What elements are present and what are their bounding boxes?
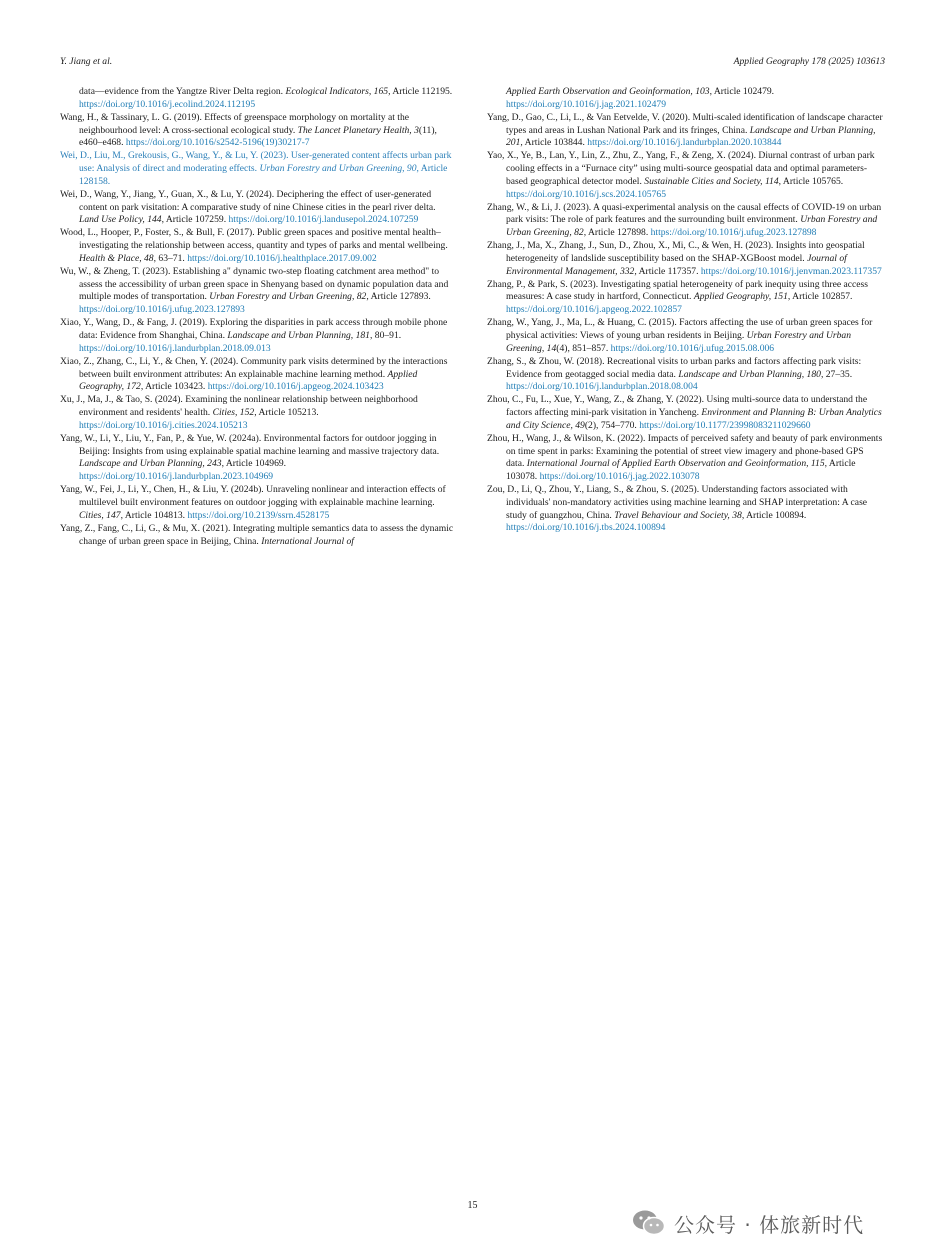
journal-title: Travel Behaviour and Society, 38 <box>614 509 742 521</box>
reference-text: , 63–71. <box>153 252 188 264</box>
doi-link[interactable]: https://doi.org/10.1016/j.apgeog.2022.102857 <box>506 304 682 316</box>
doi-link[interactable]: https://doi.org/10.1016/j.ufug.2023.127893 <box>79 304 245 316</box>
journal-title: Landscape and Urban Planning, 181 <box>227 330 370 342</box>
doi-link[interactable]: https://doi.org/10.1016/j.landurbplan.2023.104969 <box>79 471 274 483</box>
reference-entry <box>487 433 884 484</box>
doi-link[interactable]: https://doi.org/10.1177/23998083211029660 <box>639 419 811 431</box>
reference-text: Zhang, W., Yang, J., Ma, L., & Huang, C. (2015). Factors affecting the use of urban green spaces for physical activities: Views of young urban residents in Beijing. <box>487 317 873 342</box>
doi-link[interactable]: https://doi.org/10.1016/j.landurbplan.2018.08.004 <box>506 381 698 393</box>
reference-text: , Article 127893. <box>366 291 431 303</box>
reference-text: , Article 103423. <box>140 381 208 393</box>
doi-link[interactable]: https://doi.org/10.1016/s2542-5196(19)30217-7 <box>125 137 310 149</box>
journal-title: Environment and Planning B: Urban Analytics and City Science, 49 <box>506 407 882 431</box>
journal-title: Urban Forestry and Urban Greening, 14 <box>506 330 852 354</box>
wechat-icon <box>632 1209 666 1237</box>
reference-text: Xiao, Z., Zhang, C., Li, Y., & Chen, Y. (2024). Community park visits determined by the interactions between built environment attributes: An explainable machine learning method. <box>60 355 448 380</box>
reference-text: , Article 100894. <box>741 509 807 521</box>
page-number: 15 <box>467 1200 478 1211</box>
doi-link[interactable]: https://doi.org/10.1016/j.apgeog.2024.103423 <box>207 381 384 393</box>
references-left-column <box>60 86 457 549</box>
reference-entry <box>487 394 884 432</box>
reference-text: Xiao, Y., Wang, D., & Fang, J. (2019). Exploring the disparities in park access through mobile phone data: Evidence from Shanghai, China. <box>60 317 448 342</box>
reference-entry <box>60 523 457 549</box>
reference-text: Yang, W., Li, Y., Liu, Y., Fan, P., & Yue, W. (2024a). Environmental factors for outdoor jogging in Beijing: Insights from using explainable spatial machine learning and massive trajectory data. <box>60 432 440 457</box>
reference-text: Zhou, C., Fu, L., Xue, Y., Wang, Z., & Zhang, Y. (2022). Using multi-source data to understand the factors affecting mini-park visitation in Yancheng. <box>487 394 868 419</box>
reference-text: Zhang, S., & Zhou, W. (2018). Recreational visits to urban parks and factors affecting park visits: Evidence from geotagged social media data. <box>487 355 862 380</box>
reference-entry <box>60 112 457 150</box>
reference-entry <box>60 227 457 265</box>
reference-entry <box>60 150 457 188</box>
reference-text: Zhang, J., Ma, X., Zhang, J., Sun, D., Zhou, X., Mi, C., & Wen, H. (2023). Insights into geospatial heterogeneity of landslide susceptibility based on the SHAP-XGBoost model. <box>487 240 865 264</box>
journal-title: International Journal of Applied Earth Observation and Geoinformation, 115 <box>526 458 825 470</box>
reference-entry <box>60 484 457 522</box>
reference-text: Yang, W., Fei, J., Li, Y., Chen, H., & Liu, Y. (2024b). Unraveling nonlinear and interaction effects of multilevel built environment features on outdoor jogging with explainable machine learning. <box>60 484 446 508</box>
reference-entry <box>487 112 884 150</box>
doi-link[interactable]: https://doi.org/10.1016/j.cities.2024.105213 <box>79 419 248 431</box>
reference-text: , Article 104813. <box>120 509 188 521</box>
reference-text: Wood, L., Hooper, P., Foster, S., & Bull, F. (2017). Public green spaces and positive mental health–investigating the relationship between access, quantity and types of parks and mental wellbeing. <box>60 227 448 252</box>
watermark-text: 公众号 · 体旅新时代 <box>674 1212 865 1237</box>
journal-title: The Lancet Planetary Health, 3 <box>297 124 419 136</box>
journal-title: Applied Geography, 151 <box>693 291 788 303</box>
doi-link[interactable]: https://doi.org/10.1016/j.landurbplan.2020.103844 <box>587 137 782 149</box>
reference-continuation <box>487 86 884 112</box>
journal-title: Landscape and Urban Planning, 201 <box>506 124 876 149</box>
reference-entry <box>487 240 884 278</box>
reference-text: , Article 112195. <box>388 86 453 97</box>
reference-entry <box>60 189 457 227</box>
reference-text: data—evidence from the Yangtze River Delta region. <box>79 86 286 97</box>
doi-link[interactable]: https://doi.org/10.2139/ssrn.4528175 <box>187 509 330 521</box>
reference-text: Wei, D., Liu, M., Grekousis, G., Wang, Y., & Lu, Y. (2023). User-generated content affects urban park use: Analysis of direct and moderating effects. <box>60 150 452 175</box>
reference-entry <box>487 202 884 240</box>
journal-title: Urban Forestry and Urban Greening, 82 <box>209 291 367 303</box>
reference-entry <box>60 317 457 355</box>
doi-link[interactable]: https://doi.org/10.1016/j.jenvman.2023.117357 <box>700 265 882 277</box>
doi-link[interactable]: https://doi.org/10.1016/j.tbs.2024.100894 <box>506 522 666 534</box>
reference-text: Zhou, H., Wang, J., & Wilson, K. (2022). Impacts of perceived safety and beauty of park environments on time spent in parks: Examining the potential of street view imagery and phone-based GPS data. <box>487 432 883 470</box>
reference-text: Zou, D., Li, Q., Zhou, Y., Liang, S., & Zhou, S. (2025). Understanding factors associated with individuals' non-mandatory activities using machine learning and SHAP interpretation: A case study of guangzhou, China. <box>487 484 868 521</box>
doi-link[interactable]: https://doi.org/10.1016/j.ufug.2023.127898 <box>650 227 817 239</box>
reference-text: Wu, W., & Zheng, T. (2023). Establishing a" dynamic two-step floating catchment area method" to assess the accessibility of urban green space in Shenyang based on dynamic population data and multiple modes of transportation. <box>60 265 449 303</box>
reference-text: , Article 102857. <box>787 291 853 303</box>
journal-title: Applied Earth Observation and Geoinformation, 103 <box>506 86 710 97</box>
doi-link[interactable]: https://doi.org/10.1016/j.healthplace.2017.09.002 <box>187 252 377 264</box>
reference-entry <box>487 279 884 317</box>
reference-text: (11), e460–e468. <box>79 124 437 149</box>
reference-text: Wei, D., Wang, Y., Jiang, Y., Guan, X., & Lu, Y. (2024). Deciphering the effect of user-generated content on park visitation: A comparative study of nine Chinese cities in the pearl river delta. <box>60 188 436 213</box>
doi-link[interactable]: https://doi.org/10.1016/j.scs.2024.105765 <box>506 188 666 200</box>
journal-title: Applied Geography, 172 <box>79 368 418 393</box>
journal-title: Journal of Environmental Management, 332 <box>506 252 847 277</box>
reference-text: Yao, X., Ye, B., Lan, Y., Lin, Z., Zhu, Z., Yang, F., & Zeng, X. (2024). Diurnal contrast of urban park cooling effects in a “Furnace city” using multi-source geospatial data and optimal parameters-based geographical detector model. <box>487 150 875 187</box>
journal-title: Landscape and Urban Planning, 180 <box>678 368 821 380</box>
reference-text: , Article 128158. <box>79 163 448 187</box>
reference-text: Xu, J., Ma, J., & Tao, S. (2024). Examining the nonlinear relationship between neighborhood environment and residents' health. <box>60 394 418 419</box>
reference-entry <box>487 150 884 201</box>
doi-link[interactable]: https://doi.org/10.1016/j.ecolind.2024.112195 <box>79 98 256 110</box>
doi-link[interactable]: https://doi.org/10.1016/j.ufug.2015.08.006 <box>610 342 775 354</box>
reference-text: Wang, H., & Tassinary, L. G. (2019). Effects of greenspace morphology on mortality at the neighbourhood level: A cross-sectional ecological study. <box>60 111 409 136</box>
journal-title: International Journal of <box>261 535 354 547</box>
reference-text: , Article 102479. <box>709 86 775 97</box>
reference-entry <box>60 394 457 432</box>
reference-text: , Article 107259. <box>161 214 229 226</box>
reference-text: Yang, D., Gao, C., Li, L., & Van Eetvelde, V. (2020). Multi-scaled identification of landscape character types and areas in Lushan National Park and its fringes, China. <box>487 111 883 136</box>
reference-entry <box>60 433 457 484</box>
doi-link[interactable]: https://doi.org/10.1016/j.jag.2022.103078 <box>539 471 700 483</box>
reference-text: , Article 103844. <box>520 137 588 149</box>
references-right-column <box>487 86 884 536</box>
doi-link[interactable]: https://doi.org/10.1016/j.landusepol.2024.107259 <box>228 214 419 226</box>
doi-link[interactable]: https://doi.org/10.1016/j.landurbplan.2018.09.013 <box>79 342 271 354</box>
journal-title: Ecological Indicators, 165 <box>285 86 389 97</box>
reference-text: (2), 754–770. <box>584 419 640 431</box>
wechat-watermark <box>632 1208 864 1238</box>
journal-title: Land Use Policy, 144 <box>79 214 162 226</box>
header-journal: Applied Geography 178 (2025) 103613 <box>733 56 885 67</box>
reference-text: Zhang, W., & Li, J. (2023). A quasi-experimental analysis on the causal effects of COVID-19 on urban park visits: The role of park features and the surrounding built environment. <box>487 201 882 226</box>
journal-title: Cities, 152 <box>212 407 255 419</box>
reference-continuation <box>60 86 457 112</box>
reference-text: , Article 105765. <box>778 175 844 187</box>
reference-text: , Article 104969. <box>221 458 287 470</box>
reference-text: , Article 105213. <box>254 407 319 419</box>
reference-text: Zhang, P., & Park, S. (2023). Investigating spatial heterogeneity of park inequity using three access measures: A case study in hartford, Connecticut. <box>487 278 868 303</box>
reference-text: , 27–35. <box>820 368 853 380</box>
journal-title: Urban Forestry and Urban Greening, 90 <box>259 163 417 175</box>
running-header <box>60 56 885 70</box>
journal-title: Urban Forestry and Urban Greening, 82 <box>506 214 878 239</box>
reference-entry <box>60 266 457 317</box>
reference-entry <box>60 356 457 394</box>
header-authors: Y. Jiang et al. <box>60 56 113 67</box>
reference-text: (4), 851–857. <box>556 342 611 354</box>
doi-link[interactable]: https://doi.org/10.1016/j.jag.2021.102479 <box>506 98 666 110</box>
reference-text: , 80–91. <box>369 330 402 342</box>
journal-title: Sustainable Cities and Society, 114 <box>644 175 779 187</box>
journal-title: Cities, 147 <box>79 509 121 521</box>
reference-text: , Article 127898. <box>583 227 651 239</box>
reference-text: Yang, Z., Fang, C., Li, G., & Mu, X. (2021). Integrating multiple semantics data to assess the dynamic change of urban green space in Beijing, China. <box>60 522 454 547</box>
journal-title: Health & Place, 48 <box>79 252 154 264</box>
reference-text: , Article 117357. <box>634 265 701 277</box>
reference-text: , Article 103078. <box>506 458 856 483</box>
journal-title: Landscape and Urban Planning, 243 <box>79 458 222 470</box>
reference-entry <box>487 356 884 394</box>
reference-entry <box>487 317 884 355</box>
reference-entry <box>487 484 884 535</box>
